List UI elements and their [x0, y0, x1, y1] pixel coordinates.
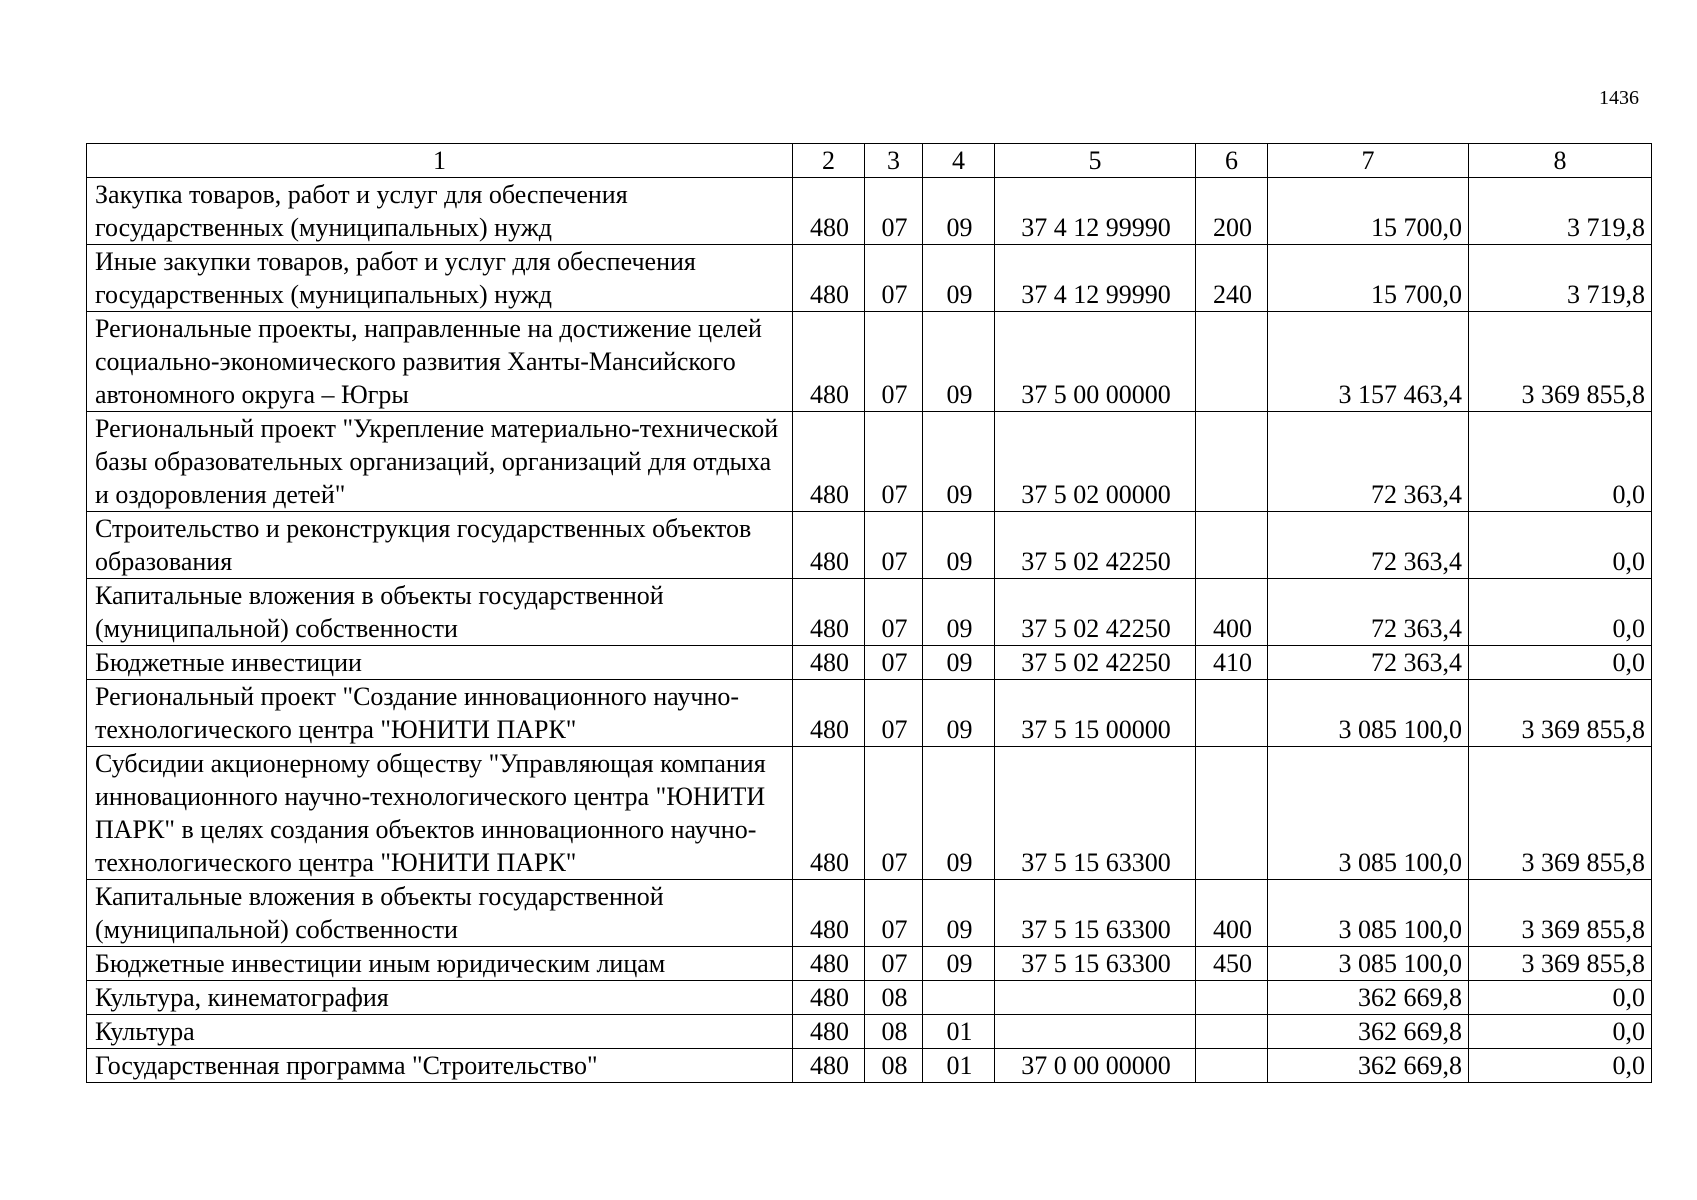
ministry-code-cell: 480 [793, 680, 865, 747]
section-code-cell: 07 [865, 312, 923, 412]
amount-year-2-cell: 3 369 855,8 [1469, 680, 1652, 747]
subsection-code-cell: 09 [923, 880, 995, 947]
item-name-cell: Капитальные вложения в объекты государственной (муниципальной) собственности [87, 579, 793, 646]
section-code-cell: 07 [865, 412, 923, 512]
item-name-cell: Бюджетные инвестиции [87, 646, 793, 680]
amount-year-1-cell: 72 363,4 [1268, 646, 1469, 680]
subsection-code-cell: 09 [923, 680, 995, 747]
table-row [87, 981, 1652, 1015]
expense-type-cell [1196, 1015, 1268, 1049]
ministry-code-cell: 480 [793, 1015, 865, 1049]
amount-year-2-cell: 0,0 [1469, 512, 1652, 579]
target-article-cell: 37 5 15 63300 [995, 747, 1196, 880]
page-number: 1436 [1599, 87, 1639, 109]
amount-year-1-cell: 3 085 100,0 [1268, 947, 1469, 981]
header-col-5: 5 [995, 144, 1196, 178]
table-row [87, 646, 1652, 680]
amount-year-1-cell: 3 085 100,0 [1268, 880, 1469, 947]
section-code-cell: 07 [865, 646, 923, 680]
expense-type-cell [1196, 1049, 1268, 1083]
item-name-cell: Бюджетные инвестиции иным юридическим лицам [87, 947, 793, 981]
ministry-code-cell: 480 [793, 947, 865, 981]
item-name-cell: Государственная программа "Строительство" [87, 1049, 793, 1083]
table-row [87, 1049, 1652, 1083]
amount-year-2-cell: 3 369 855,8 [1469, 947, 1652, 981]
subsection-code-cell: 09 [923, 178, 995, 245]
amount-year-2-cell: 0,0 [1469, 1049, 1652, 1083]
item-name-cell: Региональные проекты, направленные на достижение целей социально-экономического развития Ханты-Мансийского автономного округа – Югры [87, 312, 793, 412]
subsection-code-cell: 09 [923, 747, 995, 880]
item-name-cell: Культура, кинематография [87, 981, 793, 1015]
table-row [87, 947, 1652, 981]
table-body [87, 178, 1652, 1083]
ministry-code-cell: 480 [793, 178, 865, 245]
ministry-code-cell: 480 [793, 747, 865, 880]
target-article-cell: 37 5 02 42250 [995, 579, 1196, 646]
target-article-cell: 37 5 02 00000 [995, 412, 1196, 512]
header-row [87, 144, 1652, 178]
table-row [87, 312, 1652, 412]
amount-year-2-cell: 0,0 [1469, 579, 1652, 646]
amount-year-1-cell: 15 700,0 [1268, 178, 1469, 245]
expense-type-cell [1196, 680, 1268, 747]
expense-type-cell: 400 [1196, 579, 1268, 646]
header-col-4: 4 [923, 144, 995, 178]
table-row [87, 579, 1652, 646]
section-code-cell: 08 [865, 1049, 923, 1083]
section-code-cell: 07 [865, 947, 923, 981]
item-name-cell: Субсидии акционерному обществу "Управляющая компания инновационного научно-технологического центра "ЮНИТИ ПАРК" в целях создания объектов инновационного научно-технологического центра "ЮНИТИ ПАРК" [87, 747, 793, 880]
amount-year-2-cell: 0,0 [1469, 1015, 1652, 1049]
subsection-code-cell [923, 981, 995, 1015]
subsection-code-cell: 09 [923, 579, 995, 646]
target-article-cell [995, 1015, 1196, 1049]
amount-year-1-cell: 362 669,8 [1268, 1049, 1469, 1083]
subsection-code-cell: 01 [923, 1015, 995, 1049]
target-article-cell: 37 5 15 63300 [995, 880, 1196, 947]
amount-year-2-cell: 3 369 855,8 [1469, 880, 1652, 947]
subsection-code-cell: 09 [923, 312, 995, 412]
header-col-2: 2 [793, 144, 865, 178]
expense-type-cell: 450 [1196, 947, 1268, 981]
amount-year-1-cell: 3 085 100,0 [1268, 747, 1469, 880]
table-row [87, 412, 1652, 512]
section-code-cell: 08 [865, 981, 923, 1015]
target-article-cell: 37 4 12 99990 [995, 178, 1196, 245]
section-code-cell: 07 [865, 747, 923, 880]
item-name-cell: Культура [87, 1015, 793, 1049]
target-article-cell: 37 0 00 00000 [995, 1049, 1196, 1083]
target-article-cell [995, 981, 1196, 1015]
section-code-cell: 07 [865, 680, 923, 747]
ministry-code-cell: 480 [793, 646, 865, 680]
amount-year-1-cell: 3 085 100,0 [1268, 680, 1469, 747]
table-row [87, 680, 1652, 747]
header-col-7: 7 [1268, 144, 1469, 178]
expense-type-cell: 400 [1196, 880, 1268, 947]
item-name-cell: Региональный проект "Создание инновационного научно-технологического центра "ЮНИТИ ПАРК" [87, 680, 793, 747]
amount-year-1-cell: 3 157 463,4 [1268, 312, 1469, 412]
amount-year-1-cell: 362 669,8 [1268, 1015, 1469, 1049]
header-col-8: 8 [1469, 144, 1652, 178]
amount-year-2-cell: 0,0 [1469, 646, 1652, 680]
amount-year-1-cell: 72 363,4 [1268, 512, 1469, 579]
amount-year-1-cell: 362 669,8 [1268, 981, 1469, 1015]
item-name-cell: Региональный проект "Укрепление материально-технической базы образовательных организаций, организаций для отдыха и оздоровления детей" [87, 412, 793, 512]
target-article-cell: 37 5 02 42250 [995, 646, 1196, 680]
table-row [87, 245, 1652, 312]
table-row [87, 880, 1652, 947]
expense-type-cell [1196, 747, 1268, 880]
subsection-code-cell: 09 [923, 245, 995, 312]
expense-type-cell [1196, 512, 1268, 579]
item-name-cell: Строительство и реконструкция государственных объектов образования [87, 512, 793, 579]
section-code-cell: 08 [865, 1015, 923, 1049]
ministry-code-cell: 480 [793, 245, 865, 312]
amount-year-2-cell: 3 719,8 [1469, 178, 1652, 245]
target-article-cell: 37 5 02 42250 [995, 512, 1196, 579]
amount-year-1-cell: 72 363,4 [1268, 412, 1469, 512]
target-article-cell: 37 5 00 00000 [995, 312, 1196, 412]
item-name-cell: Капитальные вложения в объекты государственной (муниципальной) собственности [87, 880, 793, 947]
header-col-1: 1 [87, 144, 793, 178]
amount-year-2-cell: 0,0 [1469, 412, 1652, 512]
expense-type-cell [1196, 312, 1268, 412]
section-code-cell: 07 [865, 880, 923, 947]
table-row [87, 512, 1652, 579]
expense-type-cell: 240 [1196, 245, 1268, 312]
ministry-code-cell: 480 [793, 880, 865, 947]
subsection-code-cell: 01 [923, 1049, 995, 1083]
ministry-code-cell: 480 [793, 579, 865, 646]
subsection-code-cell: 09 [923, 512, 995, 579]
expense-type-cell: 410 [1196, 646, 1268, 680]
subsection-code-cell: 09 [923, 412, 995, 512]
table-row [87, 747, 1652, 880]
ministry-code-cell: 480 [793, 512, 865, 579]
table-row [87, 178, 1652, 245]
item-name-cell: Закупка товаров, работ и услуг для обеспечения государственных (муниципальных) нужд [87, 178, 793, 245]
section-code-cell: 07 [865, 178, 923, 245]
amount-year-2-cell: 3 719,8 [1469, 245, 1652, 312]
section-code-cell: 07 [865, 245, 923, 312]
expense-type-cell: 200 [1196, 178, 1268, 245]
target-article-cell: 37 4 12 99990 [995, 245, 1196, 312]
budget-table [86, 143, 1652, 1083]
ministry-code-cell: 480 [793, 1049, 865, 1083]
amount-year-1-cell: 72 363,4 [1268, 579, 1469, 646]
header-col-3: 3 [865, 144, 923, 178]
expense-type-cell [1196, 981, 1268, 1015]
ministry-code-cell: 480 [793, 412, 865, 512]
item-name-cell: Иные закупки товаров, работ и услуг для обеспечения государственных (муниципальных) нужд [87, 245, 793, 312]
table-row [87, 1015, 1652, 1049]
section-code-cell: 07 [865, 579, 923, 646]
header-col-6: 6 [1196, 144, 1268, 178]
expense-type-cell [1196, 412, 1268, 512]
ministry-code-cell: 480 [793, 981, 865, 1015]
amount-year-2-cell: 3 369 855,8 [1469, 312, 1652, 412]
target-article-cell: 37 5 15 63300 [995, 947, 1196, 981]
subsection-code-cell: 09 [923, 947, 995, 981]
amount-year-1-cell: 15 700,0 [1268, 245, 1469, 312]
subsection-code-cell: 09 [923, 646, 995, 680]
ministry-code-cell: 480 [793, 312, 865, 412]
amount-year-2-cell: 3 369 855,8 [1469, 747, 1652, 880]
amount-year-2-cell: 0,0 [1469, 981, 1652, 1015]
section-code-cell: 07 [865, 512, 923, 579]
target-article-cell: 37 5 15 00000 [995, 680, 1196, 747]
